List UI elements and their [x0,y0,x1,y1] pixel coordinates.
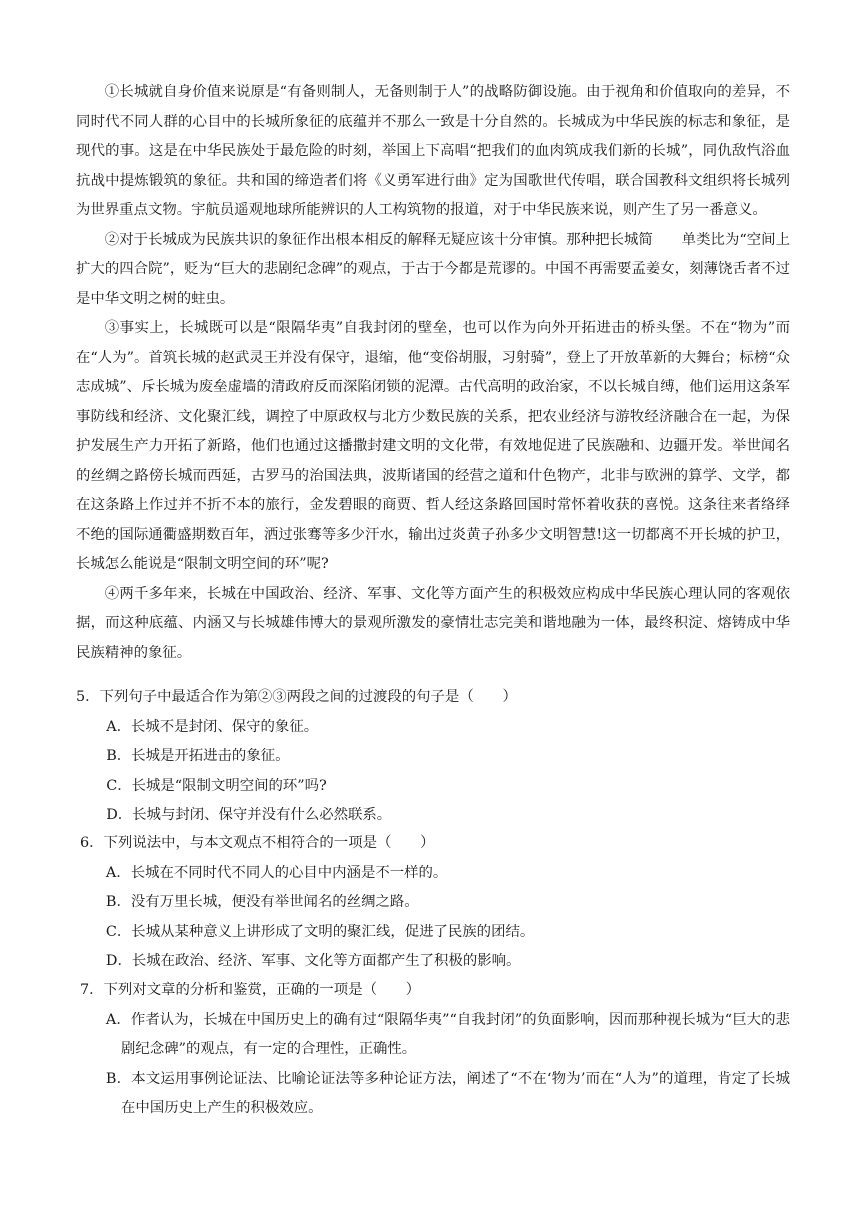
option-a: A．长城在不同时代不同人的心目中内涵是不一样的。 [105,864,448,881]
question-6 [80,829,794,977]
question-stem: 5．下列句子中最适合作为第②③两段之间的过渡段的句子是（ ） [76,689,517,705]
option-d: D．长城与封闭、保守并没有什么必然联系。 [106,807,392,823]
question-stem: 7．下列对文章的分析和鉴赏，正确的一项是（ ） [80,982,421,998]
reading-passage [76,78,790,668]
option-b: B．没有万里长城，便没有举世闻名的丝绸之路。 [105,894,419,910]
question-5 [76,683,790,831]
passage-paragraph-2: ②对于长城成为民族共识的象征作出根本相反的解释无疑应该十分审慎。那种把长城简 单类比为“空间上扩大的四合院”，贬为“巨大的悲剧纪念碑”的观点，于古于今都是荒谬的。中国不再需要孟姜女，刻薄饶舌者不过是中华文明之树的蛀虫。 [76,231,790,307]
option-c: C．长城是“限制文明空间的环”吗? [106,777,327,794]
option-b: B．本文运用事例论证法、比喻论证法等多种论证方法，阐述了“不在‘物为’而在“人为”的道理，肯定了长城在中国历史上产生的积极效应。 [105,1070,790,1116]
question-7 [80,976,790,1124]
passage-paragraph-1: ①长城就自身价值来说原是“有备则制人，无备则制于人”的战略防御设施。由于视角和价值取向的差异，不同时代不同人群的心目中的长城所象征的底蕴并不那么一致是十分自然的。长城成为中华民族的标志和象征，是现代的事。这是在中华民族处于最危险的时刻，举国上下高唱“把我们的血肉筑成我们新的长城”，同仇敌忾浴血抗战中提炼锻筑的象征。共和国的缔造者们将《义勇军进行曲》定为国歌世代传唱，联合国教科文组织将长城列为世界重点文物。宇航员遥观地球所能辨识的人工构筑物的报道，对于中华民族来说，则产生了另一番意义。 [76,84,790,218]
passage-paragraph-4: ④两千多年来，长城在中国政治、经济、军事、文化等方面产生的积极效应构成中华民族心理认同的客观依据，而这种底蕴、内涵又与长城雄伟博大的景观所激发的豪情壮志完美和谐地融为一体，最终积淀、熔铸成中华民族精神的象征。 [76,585,790,661]
passage-paragraph-3: ③事实上，长城既可以是“限隔华夷”自我封闭的壁垒，也可以作为向外开拓进击的桥头堡。不在“物为”而在“人为”。首筑长城的赵武灵王并没有保守，退缩，他“变俗胡服，习射骑”，登上了开放革新的大舞台；标榜“众志成城”、斥长城为废垒虚墙的清政府反而深陷闭锁的泥潭。古代高明的政治家，不以长城自缚，他们运用这条军事防线和经济、文化聚汇线，调控了中原政权与北方少数民族的关系，把农业经济与游牧经济融合在一起，为保护发展生产力开拓了新路，他们也通过这播撒封建文明的文化带，有效地促进了民族融和、边疆开发。举世闻名的丝绸之路傍长城而西延，古罗马的治国法典，波斯诸国的经营之道和什色物产，北非与欧洲的算学、文学，都在这条路上作过并不折不本的旅行，金发碧眼的商贾、哲人经这条路回国时常怀着收获的喜悦。这条往来者络绎不绝的国际通衢盛期数百年，洒过张骞等多少汗水，输出过炎黄子孙多少文明智慧!这一切都离不开长城的护卫，长城怎么能说是“限制文明空间的环”呢? [76,320,790,572]
question-stem: 6．下列说法中，与本文观点不相符合的一项是（ ） [80,835,435,851]
option-c: C．长城从某种意义上讲形成了文明的聚汇线，促进了民族的团结。 [105,923,535,940]
option-d: D．长城在政治、经济、军事、文化等方面都产生了积极的影响。 [105,953,521,969]
option-a: A．长城不是封闭、保守的象征。 [106,718,319,735]
option-b: B．长城是开拓进击的象征。 [106,748,290,764]
option-a: A．作者认为，长城在中国历史上的确有过“限隔华夷”“自我封闭”的负面影响，因而那种视长城为“巨大的悲剧纪念碑”的观点，有一定的合理性，正确性。 [105,1011,790,1057]
